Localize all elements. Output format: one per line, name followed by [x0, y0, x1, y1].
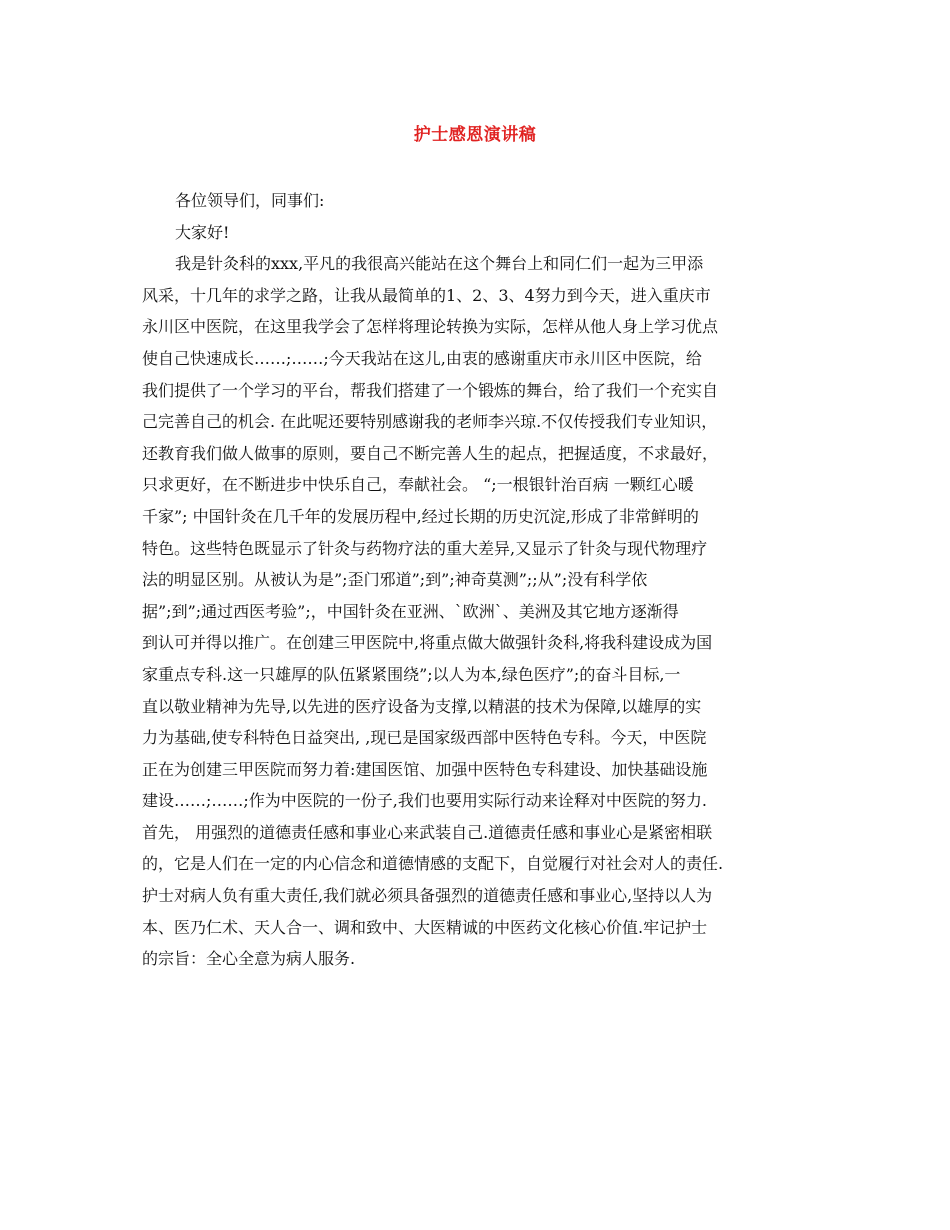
text-line: 直以敬业精神为先导,以先进的医疗设备为支撑,以精湛的技术为保障,以雄厚的实 [142, 696, 702, 716]
text-line: 特色。这些特色既显示了针灸与药物疗法的重大差异,又显示了针灸与现代物理疗 [142, 538, 708, 558]
text-line: 千家”; 中国针灸在几千年的发展历程中,经过长期的历史沉淀,形成了非常鲜明的 [142, 506, 699, 526]
text-line: 首先， 用强烈的道德责任感和事业心来武装自己.道德责任感和事业心是紧密相联 [142, 822, 713, 842]
text-line: 力为基础,使专科特色日益突出, ,现已是国家级西部中医特色专科。今天，中医院 [142, 728, 707, 748]
text-line: 的，它是人们在一定的内心信念和道德情感的支配下，自觉履行对社会对人的责任. [142, 854, 724, 874]
text-line: 风采，十几年的求学之路，让我从最简单的1、2、3、4努力到今天，进入重庆市 [142, 285, 711, 305]
text-line: 法的明显区别。从被认为是”;歪门邪道”;到”;神奇莫测”;;从”;没有科学依 [142, 570, 648, 590]
text-line: 据”;到”;通过西医考验”;，中国针灸在亚洲、`欧洲`、美洲及其它地方逐渐得 [142, 601, 679, 621]
text-line: 使自己快速成长……;……;今天我站在这儿,由衷的感谢重庆市永川区中医院，给 [142, 348, 702, 368]
text-line: 还教育我们做人做事的原则，要自己不断完善人生的起点，把握适度，不求最好， [142, 443, 719, 463]
text-line: 的宗旨：全心全意为病人服务. [142, 949, 356, 969]
text-line: 家重点专科.这一只雄厚的队伍紧紧围绕”;以人为本,绿色医疗”;的奋斗目标,一 [142, 664, 681, 684]
document-body [142, 185, 822, 975]
text-line: 我们提供了一个学习的平台，帮我们搭建了一个锻炼的舞台，给了我们一个充实自 [142, 380, 719, 400]
text-line: 建设……;……;作为中医院的一份子,我们也要用实际行动来诠释对中医院的努力. [142, 791, 707, 811]
text-line: 永川区中医院，在这里我学会了怎样将理论转换为实际，怎样从他人身上学习优点 [142, 317, 719, 337]
text-line: 己完善自己的机会. 在此呢还要特别感谢我的老师李兴琼.不仅传授我们专业知识， [142, 412, 718, 432]
text-line: 本、医乃仁术、天人合一、调和致中、大医精诚的中医药文化核心价值.牢记护士 [142, 917, 708, 937]
text-line: 只求更好，在不断进步中快乐自己，奉献社会。 “;一根银针治百病 一颗红心暖 [142, 475, 694, 495]
text-line: 各位领导们，同事们: [175, 191, 325, 210]
text-line: 大家好! [175, 222, 230, 242]
text-line: 护士对病人负有重大责任,我们就必须具备强烈的道德责任感和事业心,坚持以人为 [142, 886, 713, 906]
text-line: 到认可并得以推广。在创建三甲医院中,将重点做大做强针灸科,将我科建设成为国 [142, 633, 713, 653]
text-line: 我是针灸科的xxx,平凡的我很高兴能站在这个舞台上和同仁们一起为三甲添 [175, 254, 704, 274]
text-line: 正在为创建三甲医院而努力着:建国医馆、加强中医特色专科建设、加快基础设施 [142, 759, 708, 779]
document-title: 护士感恩演讲稿 [413, 125, 537, 145]
